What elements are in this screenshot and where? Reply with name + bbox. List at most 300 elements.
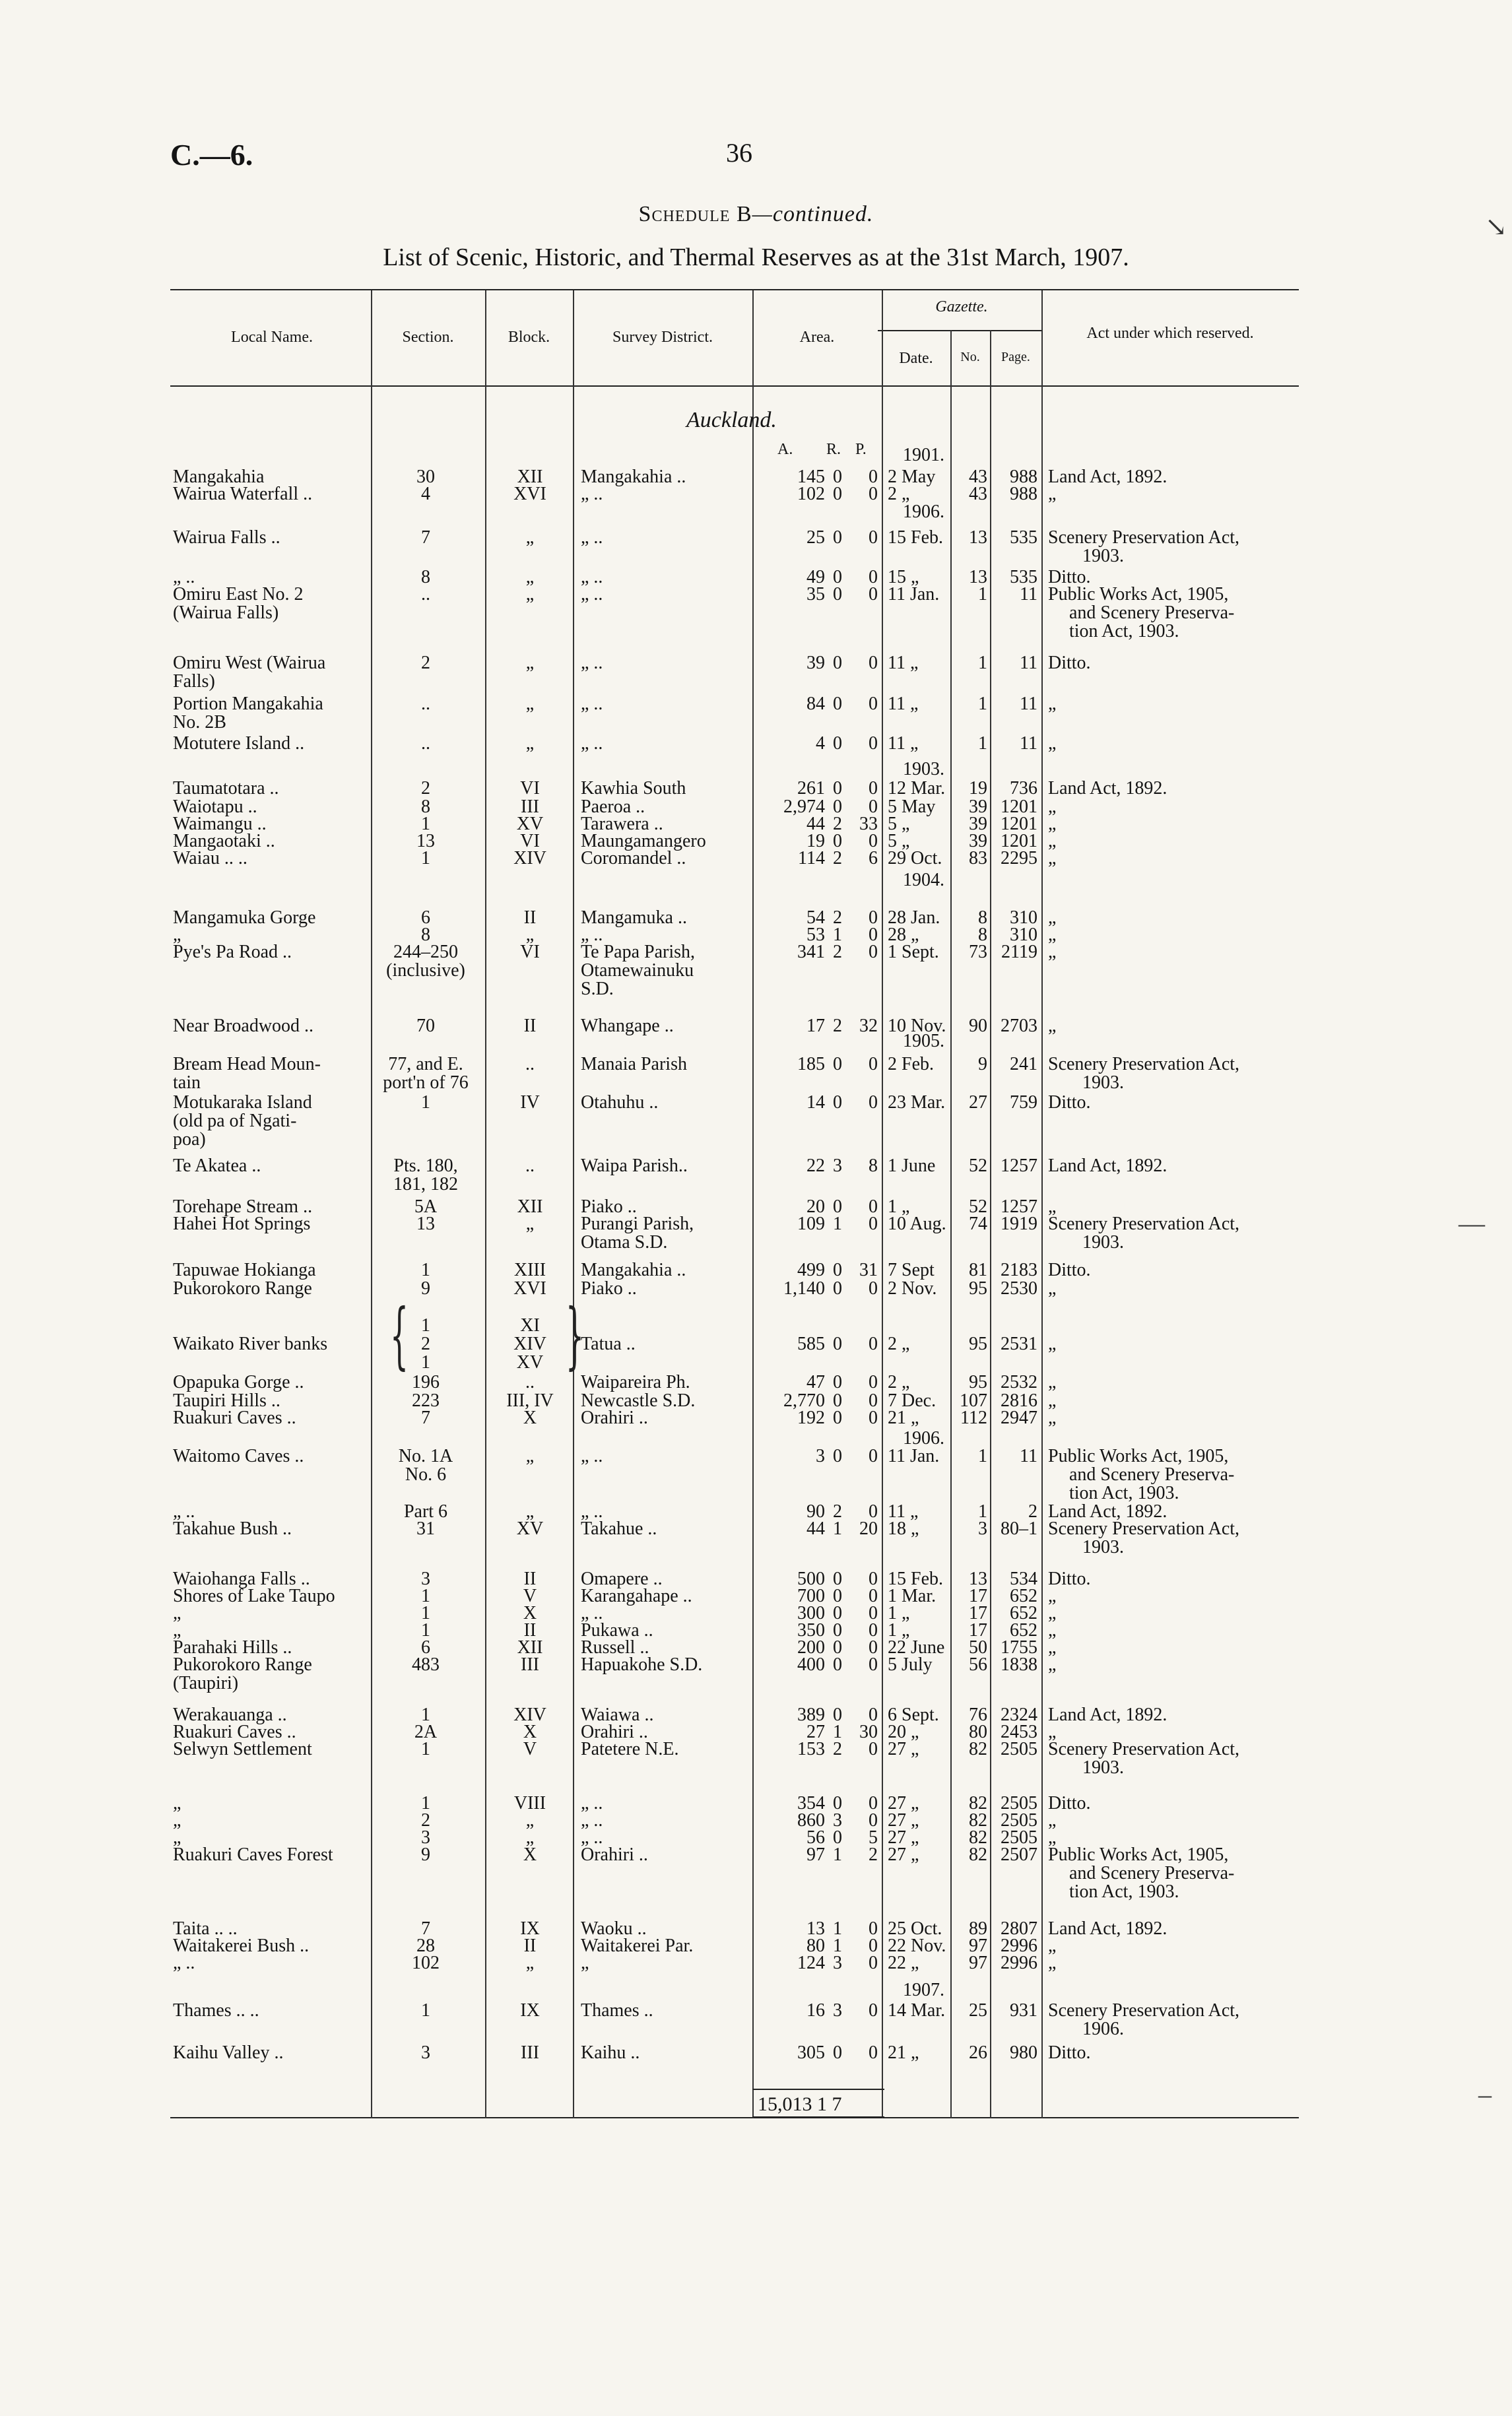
cell-sec: Part 6 (403, 1501, 448, 1522)
waikato-block-bottom: XV (516, 1352, 544, 1373)
table-row (0, 1016, 1512, 1036)
cell-page: 759 (1010, 1092, 1037, 1113)
cell-date: 27 „ (888, 1827, 919, 1848)
continuation-act: and Scenery Preserva- (1069, 603, 1235, 623)
cell-p: 0 (869, 1408, 878, 1428)
cell-p: 0 (869, 1793, 878, 1813)
cell-name: „ .. (173, 1953, 195, 1973)
cell-act: Public Works Act, 1905, (1048, 1446, 1229, 1466)
cell-r: 0 (833, 733, 842, 754)
cell-sec: 2A (414, 1722, 438, 1742)
cell-act: Land Act, 1892. (1048, 467, 1167, 487)
cell-a: 44 (806, 814, 825, 834)
cell-act: Ditto. (1048, 1569, 1091, 1589)
cell-no: 1 (978, 694, 987, 714)
cell-blk: XII (517, 1637, 543, 1658)
cell-no: 13 (969, 1569, 987, 1589)
cell-page: 2 (1028, 1501, 1037, 1522)
cell-act: „ (1048, 1637, 1057, 1658)
cell-no: 81 (969, 1260, 987, 1280)
cell-blk: „ (525, 527, 535, 548)
continuation-act: and Scenery Preserva- (1069, 1863, 1235, 1883)
table-bottom-rule (170, 2117, 1299, 2118)
cell-no: 1 (978, 1501, 987, 1522)
cell-act: „ (1048, 1334, 1057, 1354)
cell-act: „ (1048, 814, 1057, 834)
cell-date: 2 „ (888, 1334, 910, 1354)
cell-sd: Orahiri .. (581, 1722, 648, 1742)
cell-page: 2532 (1001, 1372, 1037, 1392)
cell-r: 0 (833, 831, 842, 851)
cell-page: 652 (1010, 1620, 1037, 1641)
cell-name: Wairua Waterfall .. (173, 484, 313, 504)
cell-r: 0 (833, 1390, 842, 1411)
cell-act: Ditto. (1048, 1793, 1091, 1813)
cell-blk: XVI (513, 1278, 546, 1299)
cell-a: 27 (806, 1722, 825, 1742)
cell-p: 0 (869, 1637, 878, 1658)
cell-date: 28 „ (888, 925, 919, 945)
cell-no: 43 (969, 467, 987, 487)
cell-no: 13 (969, 567, 987, 587)
cell-page: 241 (1010, 1054, 1037, 1074)
table-row (0, 1279, 1512, 1299)
cell-date: 15 Feb. (888, 527, 943, 548)
cell-sec: 1 (421, 1705, 430, 1725)
cell-sec: 8 (421, 797, 430, 817)
cell-page: 11 (1020, 1446, 1037, 1466)
cell-p: 31 (859, 1260, 878, 1280)
cell-name: Waitakerei Bush .. (173, 1936, 310, 1956)
cell-name: Omiru West (Wairua (173, 653, 326, 673)
cell-act: „ (1048, 1196, 1057, 1217)
cell-sec: 244–250 (393, 942, 458, 962)
continuation-name: Falls) (173, 671, 215, 692)
page-title: List of Scenic, Historic, and Thermal Reserves as at the 31st March, 1907. (383, 244, 1129, 271)
cell-name: Taupiri Hills .. (173, 1390, 280, 1411)
cell-name: Te Akatea .. (173, 1156, 261, 1176)
cell-sd: Mangamuka .. (581, 907, 687, 928)
cell-act: „ (1048, 1953, 1057, 1973)
table-row (0, 1953, 1512, 1973)
cell-date: 22 June (888, 1637, 945, 1658)
cell-a: 22 (806, 1156, 825, 1176)
cell-blk: „ (525, 1214, 535, 1234)
cell-a: 499 (797, 1260, 825, 1280)
continuation-sec: (inclusive) (386, 960, 465, 981)
cell-no: 97 (969, 1936, 987, 1956)
cell-r: 0 (833, 1654, 842, 1675)
cell-page: 1755 (1001, 1637, 1037, 1658)
col-page: Page. (1001, 350, 1030, 364)
cell-page: 534 (1010, 1569, 1037, 1589)
cell-act: Scenery Preservation Act, (1048, 1518, 1240, 1539)
cell-date: 22 „ (888, 1953, 919, 1973)
cell-no: 52 (969, 1196, 987, 1217)
cell-blk: IV (520, 1092, 540, 1113)
cell-sec: 8 (421, 567, 430, 587)
cell-date: 2 „ (888, 1372, 910, 1392)
cell-date: 22 Nov. (888, 1936, 946, 1956)
cell-page: 80–1 (1001, 1518, 1037, 1539)
cell-page: 11 (1020, 653, 1037, 673)
cell-a: 700 (797, 1586, 825, 1606)
cell-a: 300 (797, 1603, 825, 1623)
cell-name: Ruakuri Caves Forest (173, 1845, 333, 1865)
cell-date: 27 „ (888, 1739, 919, 1759)
col-local-name: Local Name. (231, 329, 313, 346)
cell-no: 95 (969, 1372, 987, 1392)
cell-blk: VI (520, 831, 540, 851)
gazette-year: 1901. (903, 445, 944, 465)
cell-p: 0 (869, 831, 878, 851)
cell-r: 2 (833, 814, 842, 834)
cell-sd: Waipa Parish.. (581, 1156, 688, 1176)
cell-a: 19 (806, 831, 825, 851)
cell-r: 1 (833, 1845, 842, 1865)
cell-act: Land Act, 1892. (1048, 1501, 1167, 1522)
cell-date: 7 Sept (888, 1260, 935, 1280)
cell-p: 8 (869, 1156, 878, 1176)
cell-sec: 1 (421, 1620, 430, 1641)
table-row (0, 1156, 1512, 1176)
cell-sec: 77, and E. (388, 1054, 463, 1074)
cell-no: 39 (969, 797, 987, 817)
cell-page: 2295 (1001, 848, 1037, 868)
cell-r: 2 (833, 1016, 842, 1036)
unit-acres: A. (777, 441, 793, 458)
cell-sd: „ .. (581, 584, 603, 604)
cell-sd: „ .. (581, 1446, 603, 1466)
cell-sd: Otahuhu .. (581, 1092, 659, 1113)
cell-a: 114 (798, 848, 825, 868)
cell-act: „ (1048, 1586, 1057, 1606)
cell-a: 25 (806, 527, 825, 548)
cell-sd: Piako .. (581, 1196, 637, 1217)
cell-sd: Paeroa .. (581, 797, 645, 817)
cell-no: 82 (969, 1810, 987, 1831)
cell-date: 5 „ (888, 831, 910, 851)
cell-date: 11 Jan. (888, 1446, 940, 1466)
cell-a: 400 (797, 1654, 825, 1675)
cell-sd: „ .. (581, 527, 603, 548)
cell-p: 0 (869, 1054, 878, 1074)
cell-sd: Orahiri .. (581, 1845, 648, 1865)
col-section: Section. (402, 329, 454, 346)
page-number: 36 (726, 138, 752, 168)
continuation-line (0, 713, 1512, 733)
cell-page: 988 (1010, 467, 1037, 487)
cell-sd: Tatua .. (581, 1334, 636, 1354)
cell-a: 200 (797, 1637, 825, 1658)
cell-no: 39 (969, 814, 987, 834)
cell-a: 585 (797, 1334, 825, 1354)
cell-sd: „ .. (581, 1603, 603, 1623)
cell-sec: 1 (421, 1793, 430, 1813)
continuation-line (0, 1073, 1512, 1093)
cell-blk: XV (516, 814, 544, 834)
cell-blk: „ (525, 584, 535, 604)
table-row (0, 2043, 1512, 2063)
cell-p: 0 (869, 1586, 878, 1606)
cell-name: Taumatotara .. (173, 778, 279, 799)
continuation-line (0, 546, 1512, 566)
table-row (0, 528, 1512, 548)
cell-date: 5 „ (888, 814, 910, 834)
cell-no: 82 (969, 1793, 987, 1813)
cell-sec: 102 (412, 1953, 440, 1973)
cell-sd: Orahiri .. (581, 1408, 648, 1428)
cell-no: 107 (960, 1390, 987, 1411)
continuation-line (0, 2019, 1512, 2039)
cell-date: 14 Mar. (888, 2000, 946, 2021)
cell-no: 112 (960, 1408, 987, 1428)
cell-page: 2453 (1001, 1722, 1037, 1742)
cell-a: 90 (806, 1501, 825, 1522)
cell-date: 20 „ (888, 1722, 919, 1742)
cell-date: 1 Mar. (888, 1586, 937, 1606)
cell-p: 0 (869, 1569, 878, 1589)
table-row (0, 779, 1512, 799)
continuation-line (0, 1233, 1512, 1253)
cell-sd: Purangi Parish, (581, 1214, 694, 1234)
continuation-act: 1906. (1082, 2019, 1124, 2039)
cell-act: „ (1048, 733, 1057, 754)
cell-sd: Newcastle S.D. (581, 1390, 696, 1411)
continuation-line (0, 1758, 1512, 1778)
cell-act: „ (1048, 907, 1057, 928)
cell-no: 17 (969, 1603, 987, 1623)
continuation-act: 1903. (1082, 1072, 1124, 1093)
cell-sec: .. (421, 584, 430, 604)
cell-date: 28 Jan. (888, 907, 940, 928)
cell-name: Pukorokoro Range (173, 1654, 312, 1675)
cell-sec: 70 (416, 1016, 435, 1036)
cell-sec: 1 (421, 1092, 430, 1113)
cell-a: 3 (816, 1446, 825, 1466)
area-total: 15,013 1 7 (758, 2093, 842, 2115)
cell-date: 15 „ (888, 567, 919, 587)
cell-sec: 5A (414, 1196, 438, 1217)
cell-blk: „ (525, 733, 535, 754)
cell-page: 310 (1010, 907, 1037, 928)
cell-page: 2183 (1001, 1260, 1037, 1280)
cell-page: 11 (1020, 733, 1037, 754)
cell-r: 0 (833, 1793, 842, 1813)
cell-blk: II (523, 1620, 537, 1641)
cell-a: 109 (797, 1214, 825, 1234)
cell-act: „ (1048, 1016, 1057, 1036)
continuation-name: poa) (173, 1129, 206, 1150)
cell-act: „ (1048, 1278, 1057, 1299)
gazette-year: 1907. (903, 1980, 944, 2000)
cell-a: 192 (797, 1408, 825, 1428)
cell-blk: .. (525, 1054, 535, 1074)
cell-sd: Waitakerei Par. (581, 1936, 694, 1956)
cell-sd: Kawhia South (581, 778, 686, 799)
cell-act: Ditto. (1048, 653, 1091, 673)
cell-no: 3 (978, 1518, 987, 1539)
cell-name: Mangaotaki .. (173, 831, 275, 851)
gazette-year: 1903. (903, 759, 944, 779)
cell-r: 2 (833, 942, 842, 962)
cell-blk: „ (525, 694, 535, 714)
cell-blk: „ (525, 1810, 535, 1831)
cell-page: 1919 (1001, 1214, 1037, 1234)
cell-no: 73 (969, 942, 987, 962)
cell-sd: Manaia Parish (581, 1054, 687, 1074)
continuation-line (0, 1882, 1512, 1902)
cell-sec: 28 (416, 1936, 435, 1956)
cell-date: 11 „ (888, 653, 919, 673)
cell-blk: IX (520, 2000, 540, 2021)
cell-sd: „ .. (581, 1827, 603, 1848)
cell-p: 6 (869, 848, 878, 868)
cell-act: „ (1048, 1390, 1057, 1411)
cell-blk: XII (517, 467, 543, 487)
cell-p: 0 (869, 1810, 878, 1831)
cell-r: 3 (833, 2000, 842, 2021)
cell-page: 535 (1010, 527, 1037, 548)
cell-no: 80 (969, 1722, 987, 1742)
cell-sd: Maungamangero (581, 831, 706, 851)
table-row (0, 1408, 1512, 1428)
cell-page: 1257 (1001, 1196, 1037, 1217)
continuation-line (0, 603, 1512, 623)
gazette-year: 1906. (903, 502, 944, 522)
cell-page: 2507 (1001, 1845, 1037, 1865)
cell-sec: 3 (421, 2042, 430, 2063)
cell-page: 2947 (1001, 1408, 1037, 1428)
margin-mark: – (1478, 2079, 1492, 2109)
cell-no: 39 (969, 831, 987, 851)
cell-name: Tapuwae Hokianga (173, 1260, 316, 1280)
cell-r: 1 (833, 1918, 842, 1939)
unit-perches: P. (855, 441, 867, 458)
cell-name: „ (173, 1620, 181, 1641)
cell-r: 0 (833, 1569, 842, 1589)
cell-blk: III (521, 797, 539, 817)
cell-sd: Karangahape .. (581, 1586, 692, 1606)
cell-act: „ (1048, 1810, 1057, 1831)
cell-r: 0 (833, 1827, 842, 1848)
cell-no: 27 (969, 1092, 987, 1113)
cell-no: 26 (969, 2042, 987, 2063)
cell-p: 32 (859, 1016, 878, 1036)
table-row (0, 942, 1512, 962)
cell-p: 33 (859, 814, 878, 834)
cell-p: 0 (869, 1214, 878, 1234)
cell-r: 0 (833, 1196, 842, 1217)
cell-sec: 1 (421, 1260, 430, 1280)
continuation-line (0, 1674, 1512, 1693)
cell-name: Motukaraka Island (173, 1092, 312, 1113)
cell-date: 18 „ (888, 1518, 919, 1539)
table-row (0, 1519, 1512, 1539)
cell-page: 2505 (1001, 1827, 1037, 1848)
col-act: Act under which reserved. (1086, 325, 1254, 342)
cell-a: 341 (797, 942, 825, 962)
cell-date: 1 Sept. (888, 942, 939, 962)
waikato-section-top: 1 (421, 1315, 430, 1336)
table-row (0, 1740, 1512, 1759)
cell-no: 82 (969, 1739, 987, 1759)
cell-sec: 3 (421, 1827, 430, 1848)
cell-no: 1 (978, 584, 987, 604)
cell-name: Pye's Pa Road .. (173, 942, 292, 962)
cell-name: Waimangu .. (173, 814, 267, 834)
continuation-line (0, 1175, 1512, 1194)
cell-date: 1 „ (888, 1196, 910, 1217)
continuation-line (0, 961, 1512, 981)
table-row (0, 694, 1512, 714)
cell-date: 6 Sept. (888, 1705, 939, 1725)
cell-no: 90 (969, 1016, 987, 1036)
table-top-rule (170, 289, 1299, 290)
cell-name: „ (173, 1603, 181, 1623)
cell-p: 0 (869, 797, 878, 817)
cell-p: 0 (869, 907, 878, 928)
cell-sec: 2 (421, 653, 430, 673)
cell-no: 76 (969, 1705, 987, 1725)
cell-blk: „ (525, 1446, 535, 1466)
cell-no: 1 (978, 1446, 987, 1466)
cell-name: Mangamuka Gorge (173, 907, 316, 928)
cell-page: 1201 (1001, 797, 1037, 817)
cell-sec: 7 (421, 527, 430, 548)
cell-a: 80 (806, 1936, 825, 1956)
continuation-line (0, 1111, 1512, 1131)
cell-name: Portion Mangakahia (173, 694, 323, 714)
cell-sd: Tarawera .. (581, 814, 663, 834)
cell-no: 1 (978, 653, 987, 673)
cell-sd: „ .. (581, 653, 603, 673)
cell-page: 2996 (1001, 1936, 1037, 1956)
cell-sd: Te Papa Parish, (581, 942, 696, 962)
cell-r: 0 (833, 584, 842, 604)
cell-name: Takahue Bush .. (173, 1518, 292, 1539)
cell-name: Bream Head Moun- (173, 1054, 321, 1074)
cell-date: 15 Feb. (888, 1569, 943, 1589)
cell-page: 2531 (1001, 1334, 1037, 1354)
cell-a: 185 (797, 1054, 825, 1074)
cell-act: Ditto. (1048, 1260, 1091, 1280)
cell-name: Hahei Hot Springs (173, 1214, 311, 1234)
col-survey-district: Survey District. (612, 329, 713, 346)
cell-name: Waiotapu .. (173, 797, 257, 817)
cell-name: Mangakahia (173, 467, 265, 487)
cell-blk: XIV (513, 1334, 546, 1354)
continuation-line (0, 979, 1512, 999)
cell-act: Land Act, 1892. (1048, 1918, 1167, 1939)
table-row (0, 1845, 1512, 1865)
cell-p: 0 (869, 1501, 878, 1522)
cell-p: 0 (869, 527, 878, 548)
cell-p: 0 (869, 1092, 878, 1113)
cell-blk: VI (520, 778, 540, 799)
unit-roods: R. (826, 441, 841, 458)
cell-a: 145 (797, 467, 825, 487)
cell-p: 0 (869, 1372, 878, 1392)
cell-r: 0 (833, 484, 842, 504)
cell-name: Wairua Falls .. (173, 527, 280, 548)
cell-name: Opapuka Gorge .. (173, 1372, 304, 1392)
cell-name: Waikato River banks (173, 1334, 328, 1354)
cell-blk: XVI (513, 484, 546, 504)
cell-page: 652 (1010, 1603, 1037, 1623)
cell-r: 0 (833, 694, 842, 714)
cell-a: 2,974 (783, 797, 825, 817)
